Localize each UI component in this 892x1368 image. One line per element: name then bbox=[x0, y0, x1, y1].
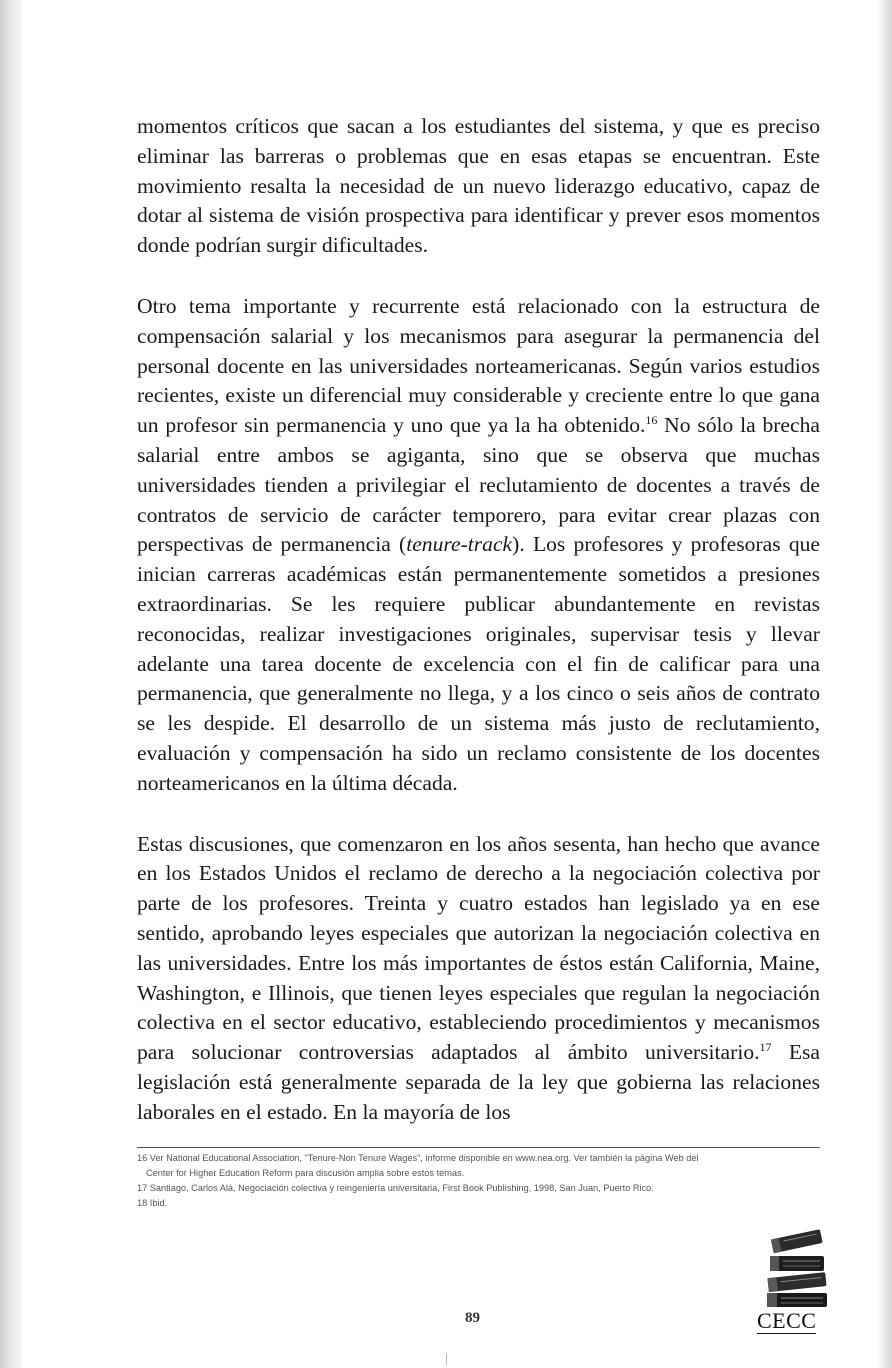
footnote-16-line-2: Center for Higher Education Reform para discusión amplia sobre estos temas. bbox=[146, 1168, 465, 1178]
paragraph-1-text: momentos críticos que sacan a los estudiantes del sistema, y que es preciso eliminar las barreras o problemas que en esas etapas se encuentran. Este movimiento resalta la necesidad de un nuevo liderazgo educativo, capaz de dotar al sistema de visión prospectiva para identificar y prever esos momentos donde podrían surgir dificultades. bbox=[137, 114, 820, 258]
book-top bbox=[771, 1229, 823, 1253]
publisher-logo-text: CECC bbox=[757, 1308, 817, 1333]
paragraph-3-text-a: Estas discusiones, que comenzaron en los años sesenta, han hecho que avance en los Estados Unidos el reclamo de derecho a la negociación colectiva por parte de los profesores. Treinta y cuatro estados han legislado ya en ese sentido, aprobando leyes especiales que autorizan la negociación colectiva en las universidades. Entre los más importantes de éstos están California, Maine, Washington, e Illinois, que tienen leyes especiales que regulan la negociación colectiva en el sector educativo, estableciendo procedimientos y mecanismos para solucionar controversias adaptados al ámbito universitario. bbox=[137, 831, 820, 1065]
footnote-ref-16: 16 bbox=[645, 412, 658, 427]
book-bottom bbox=[767, 1293, 827, 1307]
book-lower bbox=[767, 1272, 826, 1292]
paragraph-2 bbox=[137, 292, 820, 799]
paragraph-2-text-a: Otro tema importante y recurrente está relacionado con la estructura de compensación salarial y los mecanismos para asegurar la permanencia del personal docente en las universidades norteamericanas. Según varios estudios recientes, existe un diferencial muy considerable y creciente entre lo que gana un profesor sin permanencia y uno que ya la ha obtenido. bbox=[137, 293, 820, 438]
footnote-18: 18 Ibid. bbox=[137, 1198, 168, 1208]
paragraph-1 bbox=[137, 112, 820, 261]
footnote-ref-17: 17 bbox=[759, 1039, 772, 1054]
book-middle bbox=[770, 1256, 824, 1271]
page-number: 89 bbox=[465, 1310, 480, 1326]
scan-page-edge-right bbox=[878, 0, 892, 1368]
paragraph-3 bbox=[137, 830, 820, 1128]
paragraph-2-italic-term: tenure-track bbox=[406, 532, 513, 557]
scan-artifact-mark bbox=[446, 1353, 447, 1365]
scan-page-edge-left bbox=[0, 0, 22, 1368]
paragraph-2-text-b: No sólo la brecha salarial entre ambos se agiganta, sino que se observa que muchas universidades tienden a privilegiar el reclutamiento de docentes a través de contratos de servicio de carácter temporero, para evitar crear plazas con perspectivas de permanencia ( bbox=[137, 413, 820, 557]
footnotes bbox=[137, 1151, 820, 1211]
footnote-divider bbox=[137, 1147, 820, 1148]
body-text bbox=[137, 112, 820, 1159]
paragraph-2-text-c: ). Los profesores y profesoras que inician carreras académicas están permanentemente sometidos a presiones extraordinarias. Se les requiere publicar abundantemente en revistas reconocidas, realizar investigaciones originales, supervisar tesis y llevar adelante una tarea docente de excelencia con el fin de calificar para una permanencia, que generalmente no llega, y a los cinco o seis años de contrato se les despide. El desarrollo de un sistema más justo de reclutamiento, evaluación y compensación ha sido un reclamo consistente de los docentes norteamericanos en la última década. bbox=[137, 532, 821, 795]
paragraph-3-text-b: Esa legislación está generalmente separada de la ley que gobierna las relaciones laborales en el estado. En la mayoría de los bbox=[137, 1040, 821, 1124]
footnote-16-line-1: 16 Ver National Educational Association, "Tenure-Non Tenure Wages", informe disponible en www.nea.org. Ver también la página Web del bbox=[137, 1153, 699, 1163]
footnote-17: 17 Santiago, Carlos Alá, Negociación colectiva y reingeniería universitaria, First Book Publishing, 1998, San Juan, Puerto Rico. bbox=[137, 1183, 654, 1193]
